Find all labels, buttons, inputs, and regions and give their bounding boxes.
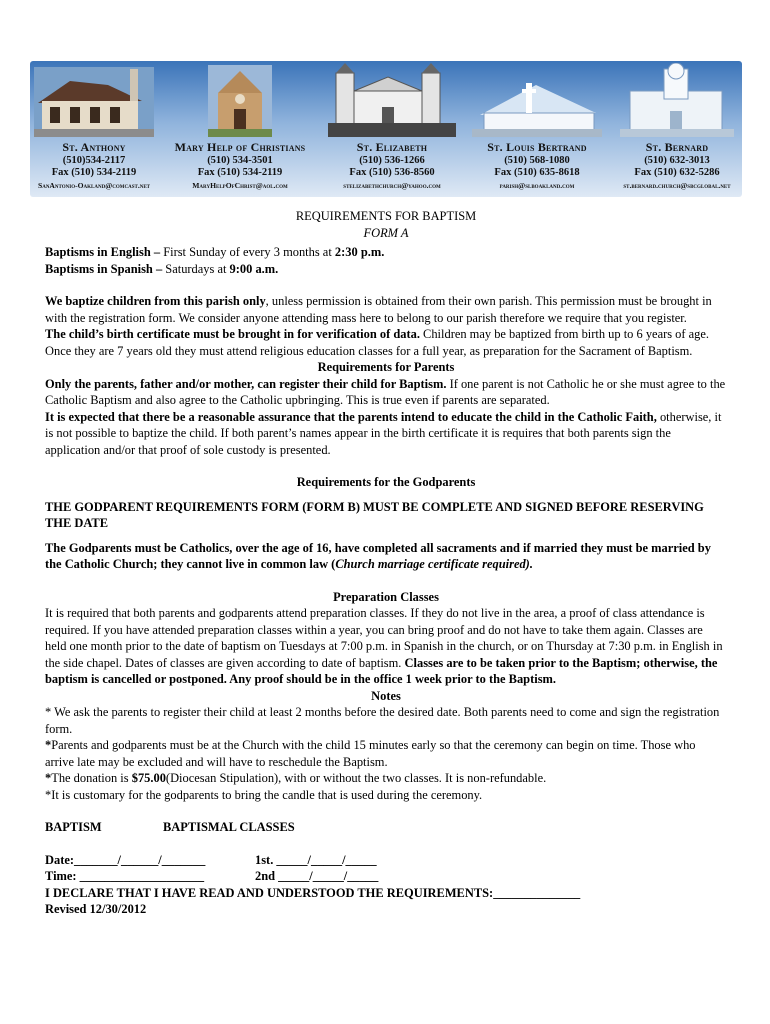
revised-date: Revised 12/30/2012 (45, 902, 147, 916)
godparents-heading: Requirements for the Godparents (296, 475, 476, 489)
church-email: stelizabethchurch@yahoo.com (343, 181, 441, 190)
church-fax: Fax (510) 635-8618 (494, 167, 580, 178)
church-email: MaryHelpOfChrist@aol.com (192, 181, 288, 190)
church-photo-icon (30, 63, 158, 137)
preparation-heading: Preparation Classes (333, 589, 439, 604)
catholic-faith-paragraph: It is expected that there be a reasonable assurance that the parents intend to educate the child in the Catholic Faith, otherwise, it is not possible to baptize the child. If both parent’s names appear in the birth certificate it is requires that both parents sign the application and/or that proof of sole custody is presented. (45, 409, 722, 457)
note-register: * We ask the parents to register their child at least 2 months before the desired date. Both parents need to come and sign the registration form. (45, 705, 720, 736)
church-name: St. Bernard (645, 140, 709, 154)
columns-header: BAPTISM BAPTISMAL CLASSES (45, 820, 295, 834)
church-photo-icon (612, 63, 742, 137)
godparent-form-paragraph: THE GODPARENT REQUIREMENTS FORM (FORM B) MUST BE COMPLETE AND SIGNED BEFORE RESERVING THE DATE (45, 499, 704, 530)
church-phone: (510) 632-3013 (644, 155, 710, 166)
requirements-document (45, 208, 727, 918)
church-name: Mary Help of Christians (174, 140, 306, 154)
church-name: St. Anthony (62, 140, 126, 154)
declaration-line[interactable]: I DECLARE THAT I HAVE READ AND UNDERSTOOD THE REQUIREMENTS:______________ (45, 885, 581, 900)
church-st-bernard (612, 61, 742, 197)
church-photo-icon (462, 63, 612, 137)
notes-heading: Notes (371, 688, 401, 703)
time-row[interactable]: Time: ____________________ 2nd _____/_____/_____ (45, 869, 379, 883)
document-subtitle: FORM A (363, 225, 409, 240)
church-phone: (510)534-2117 (62, 155, 126, 166)
church-email: parish@slboakland.com (499, 181, 575, 190)
church-name: St. Elizabeth (356, 140, 428, 154)
church-fax: Fax (510) 536-8560 (349, 167, 435, 178)
godparents-catholic-paragraph: The Godparents must be Catholics, over the age of 16, have completed all sacraments and if married they must be married by the Catholic Church; they cannot live in common law (Church marriage certificate required). (45, 540, 711, 571)
spanish-schedule: Baptisms in Spanish – Saturdays at 9:00 a.m. (45, 261, 279, 276)
date-row[interactable]: Date:_______/______/_______ 1st. _____/_____/_____ (45, 852, 377, 867)
preparation-paragraph: It is required that both parents and godparents attend preparation classes. If they do not live in the area, a proof of class attendance is required. If you have attended preparation classes within a year, you can bring proof and do not have to take them again. Classes are held one month prior to the date of baptism on Tuesdays at 7:00 p.m. in Spanish in the church, or on Thursday at 7:30 p.m. in English in the side chapel. Dates of classes are given according to date of baptism. Classes are to be taken prior to the Baptism; otherwise, the baptism is cancelled or postponed. Any proof should be in the office 1 week prior to the Baptism. (45, 606, 723, 686)
church-email: st.bernard.church@sbcglobal.net (623, 181, 731, 190)
birth-certificate-paragraph: The child’s birth certificate must be brought in for verification of data. Children may be baptized from birth up to 6 years of age. Once they are 7 years old they must attend religious education classes for a full year, as preparation for the Sacrament of Baptism. (45, 327, 710, 358)
church-phone: (510) 536-1266 (359, 155, 425, 166)
note-arrive-early: *Parents and godparents must be at the Church with the child 15 minutes early so that the ceremony can begin on time. Those who arrive late may be excluded and will have to reschedule the Baptism. (45, 738, 696, 769)
parents-heading: Requirements for Parents (317, 360, 455, 374)
church-photo-icon (322, 63, 462, 137)
church-fax: Fax (510) 534-2119 (51, 167, 137, 178)
church-photo-icon (158, 63, 322, 137)
note-candle: *It is customary for the godparents to bring the candle that is used during the ceremony. (45, 787, 483, 802)
church-st-anthony (30, 61, 158, 197)
church-mary-help (158, 61, 322, 197)
church-phone: (510) 534-3501 (207, 155, 273, 166)
note-donation: *The donation is $75.00(Diocesan Stipulation), with or without the two classes. It is non-refundable. (45, 771, 547, 785)
parents-register-paragraph: Only the parents, father and/or mother, can register their child for Baptism. If one parent is not Catholic he or she must agree to the Catholic Baptism and also agree to the Catholic upbringing. This is true even if parents are separated. (45, 376, 726, 407)
church-name: St. Louis Bertrand (487, 140, 587, 154)
church-st-louis-bertrand (462, 61, 612, 197)
parish-paragraph: We baptize children from this parish only, unless permission is obtained from their own parish. This permission must be brought in with the registration form. We consider anyone attending mass here to belong to our parish therefore we require that you register. (45, 294, 712, 325)
church-fax: Fax (510) 632-5286 (634, 167, 720, 178)
english-schedule: Baptisms in English – First Sunday of every 3 months at 2:30 p.m. (45, 245, 385, 259)
church-st-elizabeth (322, 61, 462, 197)
church-email: SanAntonio-Oakland@comcast.net (37, 181, 151, 190)
church-phone: (510) 568-1080 (504, 155, 570, 166)
church-fax: Fax (510) 534-2119 (197, 167, 283, 178)
header-banner (30, 61, 742, 197)
document-title: REQUIREMENTS FOR BAPTISM (295, 209, 477, 223)
